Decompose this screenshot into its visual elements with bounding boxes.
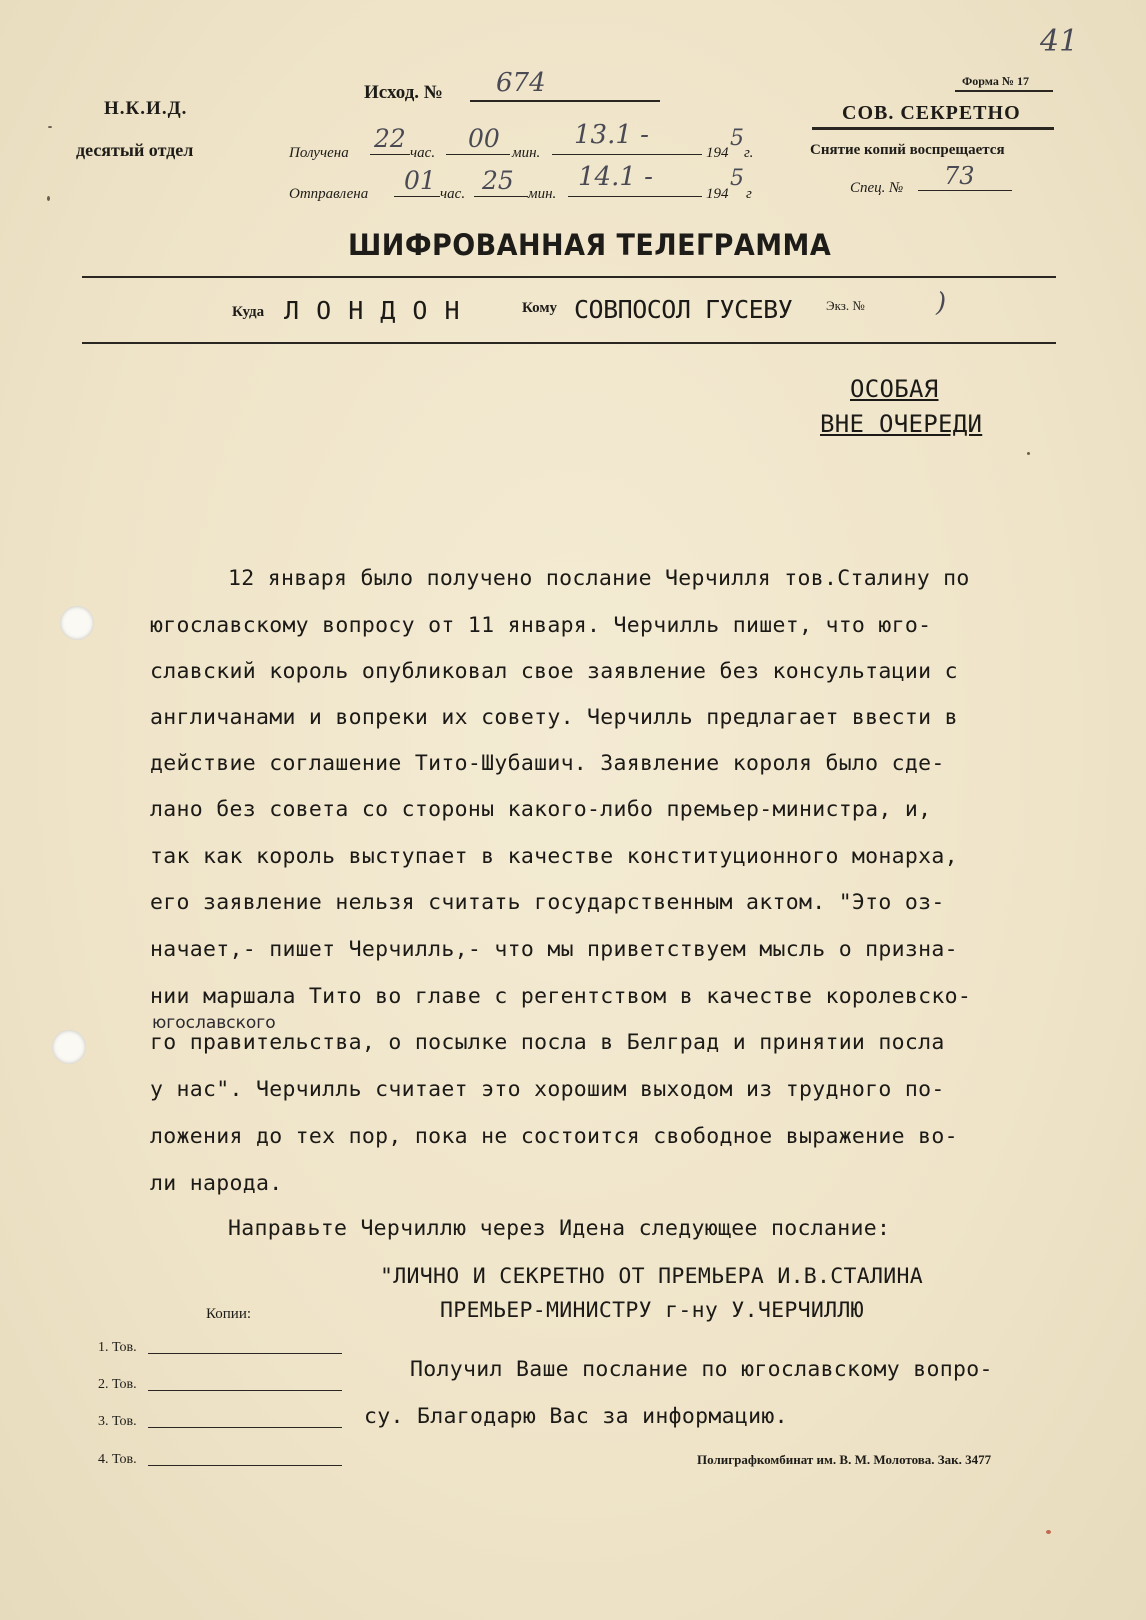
body-line: 12 января было получено послание Черчилля тов.Сталину по bbox=[228, 566, 970, 591]
sent-min-label: мин. bbox=[528, 186, 557, 202]
body-line: англичанами и вопреки их совету. Черчилль предлагает ввести в bbox=[150, 705, 958, 730]
received-min-label: мин. bbox=[512, 145, 541, 161]
body-line: его заявление нельзя считать государственным актом. "Это оз- bbox=[150, 890, 945, 915]
sent-year-prefix: 194 bbox=[706, 186, 729, 202]
received-hour: 22 bbox=[374, 124, 406, 153]
body-line: ли народа. bbox=[150, 1171, 283, 1196]
secrecy-underline bbox=[812, 127, 1054, 130]
message-heading-line: "ЛИЧНО И СЕКРЕТНО ОТ ПРЕМЬЕРА И.В.СТАЛИНА bbox=[380, 1264, 924, 1289]
printer-imprint: Полиграфкомбинат им. В. М. Молотова. Зак. 3477 bbox=[697, 1452, 992, 1467]
to-place-label: Куда bbox=[232, 304, 265, 320]
body-line: славский король опубликовал свое заявление без консультации с bbox=[150, 659, 958, 684]
form-label: Форма № 17 bbox=[962, 74, 1029, 88]
instruction-line: Направьте Черчиллю через Идена следующее послание: bbox=[228, 1216, 891, 1241]
received-year-suffix: г. bbox=[744, 145, 754, 161]
paper-speck bbox=[47, 196, 50, 201]
body-line: го правительства, о посылке посла в Белград и принятии посла bbox=[150, 1030, 945, 1055]
to-whom: СОВПОСОЛ ГУСЕВУ bbox=[574, 295, 793, 324]
body-line: ложения до тех пор, пока не состоится свободное выражение во- bbox=[150, 1124, 958, 1149]
outgoing-number: 674 bbox=[496, 68, 546, 98]
paper-speck bbox=[1046, 1530, 1051, 1534]
spec-underline bbox=[918, 190, 1012, 191]
sent-min-line bbox=[474, 196, 528, 197]
received-date: 13.1 - bbox=[574, 120, 649, 150]
copies-label: Копии: bbox=[206, 1306, 252, 1322]
address-top-rule bbox=[82, 276, 1056, 278]
copy-number: ) bbox=[936, 288, 947, 318]
document-title: ШИФРОВАННАЯ ТЕЛЕГРАММА bbox=[348, 228, 832, 262]
org-name: Н.К.И.Д. bbox=[104, 98, 188, 119]
sent-year-digit: 5 bbox=[730, 166, 744, 191]
to-whom-label: Кому bbox=[522, 300, 558, 316]
message-line: Получил Ваше послание по югославскому вопро- bbox=[410, 1357, 993, 1382]
received-hour-label: час. bbox=[410, 145, 436, 161]
copy-line-rule bbox=[148, 1427, 342, 1428]
spec-label: Спец. № bbox=[850, 180, 904, 196]
received-hour-line bbox=[370, 154, 410, 155]
to-place: Л О Н Д О Н bbox=[284, 296, 461, 325]
received-year-digit: 5 bbox=[730, 126, 744, 151]
copy-line-rule bbox=[148, 1353, 342, 1354]
copy-line: 2. Тов. bbox=[98, 1377, 137, 1392]
spec-number: 73 bbox=[944, 162, 975, 190]
copy-line: 3. Тов. bbox=[98, 1414, 137, 1429]
address-bottom-rule bbox=[82, 342, 1056, 344]
sent-year-suffix: г bbox=[746, 186, 752, 202]
priority-urgent: ВНЕ ОЧЕРЕДИ bbox=[820, 410, 983, 438]
paper-speck bbox=[48, 126, 52, 128]
message-line: су. Благодарю Вас за информацию. bbox=[364, 1404, 788, 1429]
body-line: югославскому вопросу от 11 января. Черчилль пишет, что юго- bbox=[150, 613, 932, 638]
priority-special: ОСОБАЯ bbox=[850, 375, 939, 403]
copy-label: Экз. № bbox=[826, 298, 865, 313]
body-line: действие соглашение Тито-Шубашич. Заявление короля было сде- bbox=[150, 751, 945, 776]
sent-date: 14.1 - bbox=[578, 162, 653, 192]
sent-hour: 01 bbox=[404, 166, 436, 195]
outgoing-underline bbox=[470, 100, 660, 102]
body-line: так как король выступает в качестве конституционного монарха, bbox=[150, 844, 958, 869]
received-minutes: 00 bbox=[468, 124, 500, 153]
received-year-prefix: 194 bbox=[706, 145, 729, 161]
body-line: у нас". Черчилль считает это хорошим выходом из трудного по- bbox=[150, 1077, 945, 1102]
punch-hole bbox=[60, 606, 94, 640]
copy-line-rule bbox=[148, 1390, 342, 1391]
sent-date-line bbox=[568, 196, 702, 197]
body-line: начает,- пишет Черчилль,- что мы приветствуем мысль о призна- bbox=[150, 937, 958, 962]
message-heading-line: ПРЕМЬЕР-МИНИСТРУ г-ну У.ЧЕРЧИЛЛЮ bbox=[440, 1298, 864, 1323]
copy-line: 1. Тов. bbox=[98, 1340, 137, 1355]
sent-label: Отправлена bbox=[289, 186, 369, 202]
folio-number: 41 bbox=[1040, 24, 1079, 59]
sent-minutes: 25 bbox=[482, 166, 514, 195]
body-line: лано без совета со стороны какого-либо премьер-министра, и, bbox=[150, 797, 932, 822]
punch-hole bbox=[52, 1030, 86, 1064]
sent-hour-label: час. bbox=[440, 186, 466, 202]
department: десятый отдел bbox=[76, 140, 194, 160]
copy-line: 4. Тов. bbox=[98, 1452, 137, 1467]
paper-speck bbox=[1027, 452, 1030, 455]
copy-line-rule bbox=[148, 1465, 342, 1466]
outgoing-label: Исход. № bbox=[364, 82, 443, 103]
secrecy-stamp: СОВ. СЕКРЕТНО bbox=[842, 102, 1021, 124]
form-underline bbox=[955, 90, 1053, 92]
received-min-line bbox=[446, 154, 510, 155]
copy-ban: Снятие копий воспрещается bbox=[810, 142, 1005, 158]
handwritten-insertion: югославского bbox=[152, 1013, 276, 1033]
received-label: Получена bbox=[289, 145, 349, 161]
body-line: нии маршала Тито во главе с регентством в качестве королевско- bbox=[150, 984, 972, 1009]
received-date-line bbox=[552, 154, 702, 155]
sent-hour-line bbox=[394, 196, 440, 197]
